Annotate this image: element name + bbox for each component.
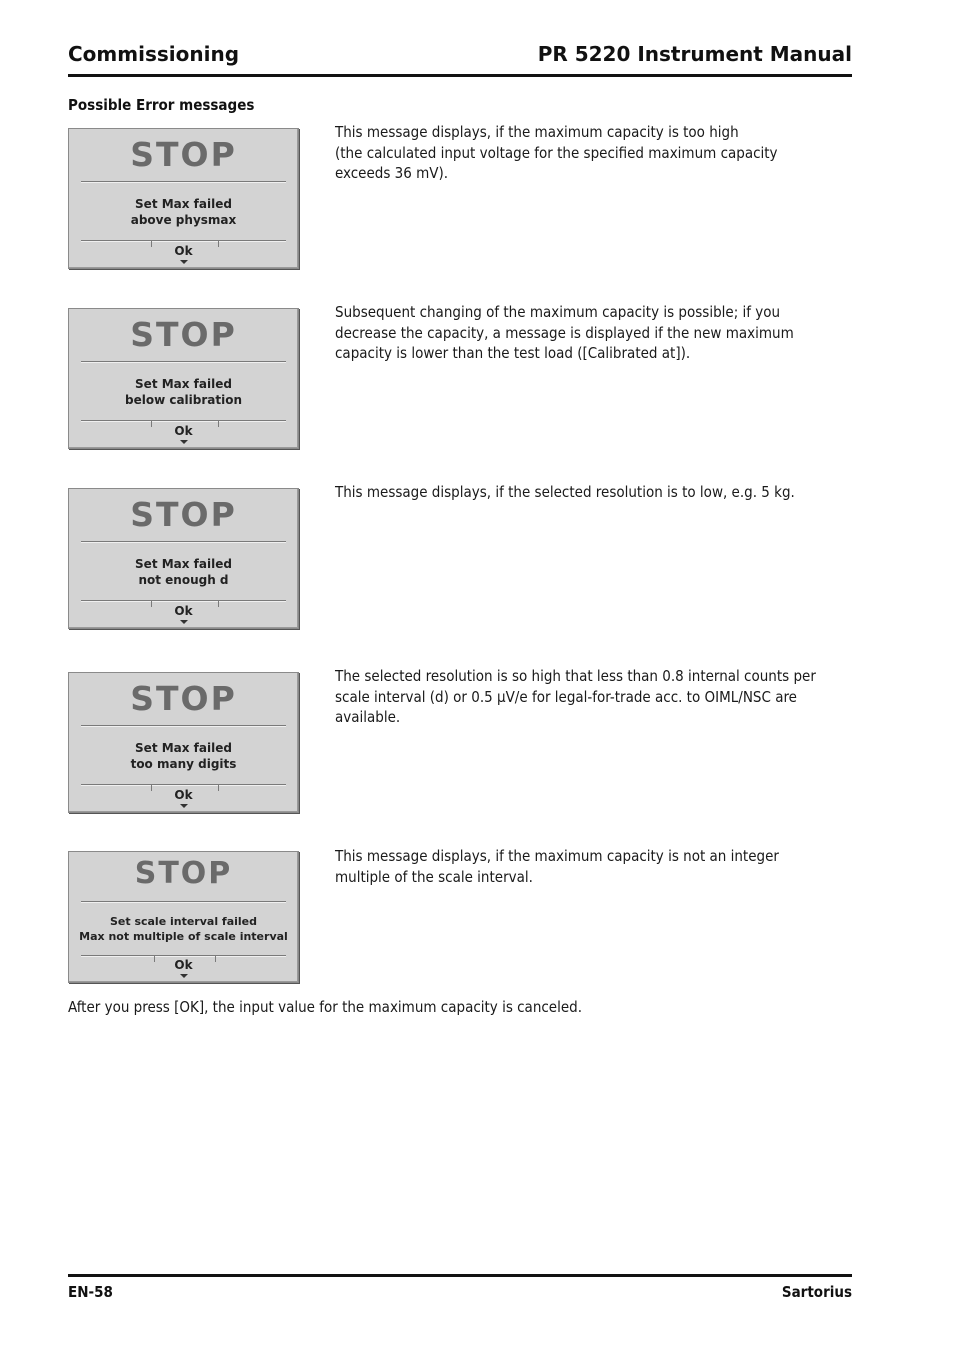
- divider: [81, 361, 286, 363]
- error-dialog-scale-interval: [68, 851, 299, 983]
- page-footer: [68, 1274, 852, 1301]
- page-number: EN-58: [68, 1283, 113, 1301]
- error-message: Set Max failed above physmax: [130, 197, 237, 227]
- stop-label: STOP: [130, 135, 237, 174]
- error-message: Set scale interval failed Max not multiple of scale interval: [79, 915, 288, 943]
- page-header: [68, 40, 852, 77]
- divider: [81, 541, 286, 543]
- error-dialog-below-calibration: [68, 308, 299, 449]
- ok-button[interactable]: Ok: [174, 244, 193, 258]
- arrow-down-icon: [180, 804, 188, 808]
- description-not-enough-d: This message displays, if the selected resolution is to low, e.g. 5 kg.: [335, 483, 795, 501]
- stop-label: STOP: [130, 679, 237, 718]
- stop-label: STOP: [130, 315, 237, 354]
- description-too-many-digits: The selected resolution is so high that less than 0.8 internal counts per scale interval (d) or 0.5 µV/e for legal-for-trade acc. to OIML/NSC are available.: [335, 667, 816, 726]
- ok-button[interactable]: Ok: [174, 424, 193, 438]
- arrow-down-icon: [180, 620, 188, 624]
- footer-note: After you press [OK], the input value for the maximum capacity is canceled.: [68, 998, 583, 1016]
- description-below-calibration: Subsequent changing of the maximum capacity is possible; if you decrease the capacity, a message is displayed if the new maximum capacity is lower than the test load ([Calibrated at]).: [335, 303, 794, 362]
- divider: [81, 420, 286, 422]
- divider: [81, 784, 286, 786]
- divider: [81, 901, 286, 903]
- description-above-physmax: This message displays, if the maximum capacity is too high (the calculated input voltage for the specified maximum capacity exceeds 36 mV).: [335, 123, 778, 182]
- stop-label: STOP: [134, 856, 233, 891]
- divider: [81, 955, 286, 957]
- header-section: Commissioning: [68, 42, 240, 66]
- error-dialog-not-enough-d: [68, 488, 299, 629]
- divider: [81, 181, 286, 183]
- section-title: Possible Error messages: [68, 96, 255, 114]
- divider: [81, 600, 286, 602]
- ok-button[interactable]: Ok: [174, 958, 193, 972]
- ok-button[interactable]: Ok: [174, 604, 193, 618]
- divider: [81, 240, 286, 242]
- header-manual-title: PR 5220 Instrument Manual: [537, 42, 852, 66]
- error-message: Set Max failed not enough d: [135, 557, 232, 587]
- stop-label: STOP: [130, 495, 237, 534]
- ok-button[interactable]: Ok: [174, 788, 193, 802]
- arrow-down-icon: [180, 974, 188, 978]
- description-scale-interval: This message displays, if the maximum capacity is not an integer multiple of the scale interval.: [335, 847, 779, 886]
- error-dialog-above-physmax: [68, 128, 299, 269]
- arrow-down-icon: [180, 440, 188, 444]
- brand-name: Sartorius: [781, 1283, 852, 1301]
- arrow-down-icon: [180, 260, 188, 264]
- error-dialog-too-many-digits: [68, 672, 299, 813]
- divider: [81, 725, 286, 727]
- error-message: Set Max failed below calibration: [124, 377, 243, 407]
- error-message: Set Max failed too many digits: [130, 741, 237, 771]
